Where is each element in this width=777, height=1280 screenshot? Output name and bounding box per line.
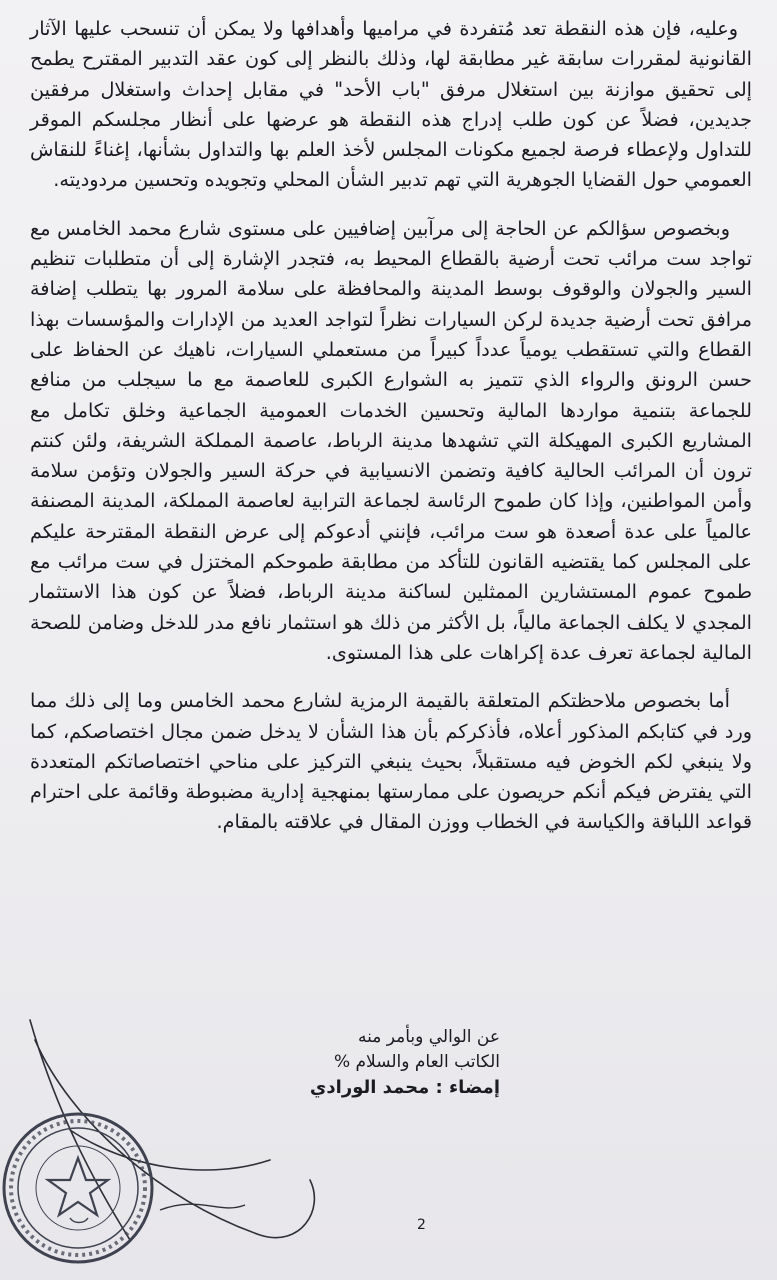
page-number: 2 — [417, 1217, 426, 1233]
paragraph-3: أما بخصوص ملاحظتكم المتعلقة بالقيمة الرمزية لشارع محمد الخامس وما إلى ذلك مما ورد في كتابكم المذكور أعلاه، فأذكركم بأن هذا الشأن لا يدخل ضمن مجال اختصاصكم، كما ولا ينبغي لكم الخوض فيه مستقبلاً، بحيث ينبغي التركيز على مناحي اختصاصاتكم المتعددة التي يفترض فيكم أنكم حريصون على ممارستها بمنهجية إدارية مضبوطة وقائمة على احترام قواعد اللباقة والكياسة في الخطاب ووزن المقال في علاقته بالمقام. — [30, 689, 752, 834]
signature-line-2 — [290, 1050, 500, 1075]
paragraph-2: وبخصوص سؤالكم عن الحاجة إلى مرآبين إضافيين على مستوى شارع محمد الخامس مع تواجد ست مرائب تحت أرضية بالقطاع المحيط به، فتجدر الإشارة إلى أن متطلبات تنظيم السير والجولان والوقوف بوسط المدينة والمحافظة على سلامة المرور بها يتطلب إضافة مرافق تحت أرضية جديدة لركن السيارات نظراً لتواجد العديد من الإدارات والمؤسسات بهذا القطاع والتي تستقطب يومياً عدداً كبيراً من مستعملي السيارات، ناهيك عن الحفاظ على حسن الرونق والرواء الذي تتميز به الشوارع الكبرى للعاصمة مع ما سيجلب من منافع للجماعة بتنمية مواردها المالية وتحسين الخدمات العمومية الجماعية وخلق تكامل مع المشاريع الكبرى المهيكلة التي تشهدها مدينة الرباط، عاصمة المملكة الشريفة، ولئن كنتم ترون أن المرائب الحالية كافية وتضمن الانسيابية في حركة السير والجولان وتؤمن سلامة وأمن المواطنين، وإذا كان طموح الرئاسة لجماعة الترابية لعاصمة المملكة، المدينة المصنفة عالمياً على عدة أصعدة هو ست مرائب، فإنني أدعوكم إلى عرض النقطة المقترحة عليكم على المجلس كما يقتضيه القانون للتأكد من مطابقة طموحكم المختزل في ست مرائب مع طموح عموم المستشارين الممثلين لساكنة مدينة الرباط، فضلاً عن كون هذا الاستثمار المجدي لا يكلف الجماعة مالياً، بل الأكثر من ذلك هو استثمار نافع مدر للدخل وضامن للصحة المالية لجماعة تعرف عدة إكراهات على هذا المستوى. — [30, 216, 752, 664]
signatory-name: إمضاء : محمد الورادي — [309, 1077, 500, 1098]
paragraph-1: وعليه، فإن هذه النقطة تعد مُتفردة في مراميها وأهدافها ولا يمكن أن تنسحب عليها الآثار القانونية لمقررات سابقة غير مطابقة لها، وذلك بالنظر إلى كون عقد التدبير المقترح يطمح إلى تحقيق موازنة بين استغلال مرفق "باب الأحد" في مقابل إحداث واستغلال مرفقين جديدين، فضلاً عن كون طلب إدراج هذه النقطة هو عرضها على أنظار مجلسكم الموقر للتداول ولإعطاء فرصة لجميع مكونات المجلس لأخذ العلم بها والتداول بشأنها، إغناءً للنقاش العمومي حول القضايا الجوهرية التي تهم تدبير الشأن المحلي وتجويده وتحسين مردوديته. — [30, 17, 752, 192]
signature-block — [290, 1025, 500, 1100]
signature-closing: والسلام % — [333, 1052, 410, 1072]
letter-body — [30, 14, 752, 856]
signature-line-1: عن الوالي وبأمر منه — [357, 1027, 500, 1047]
official-stamp-icon — [0, 1100, 160, 1270]
signature-title: الكاتب العام — [414, 1052, 500, 1072]
